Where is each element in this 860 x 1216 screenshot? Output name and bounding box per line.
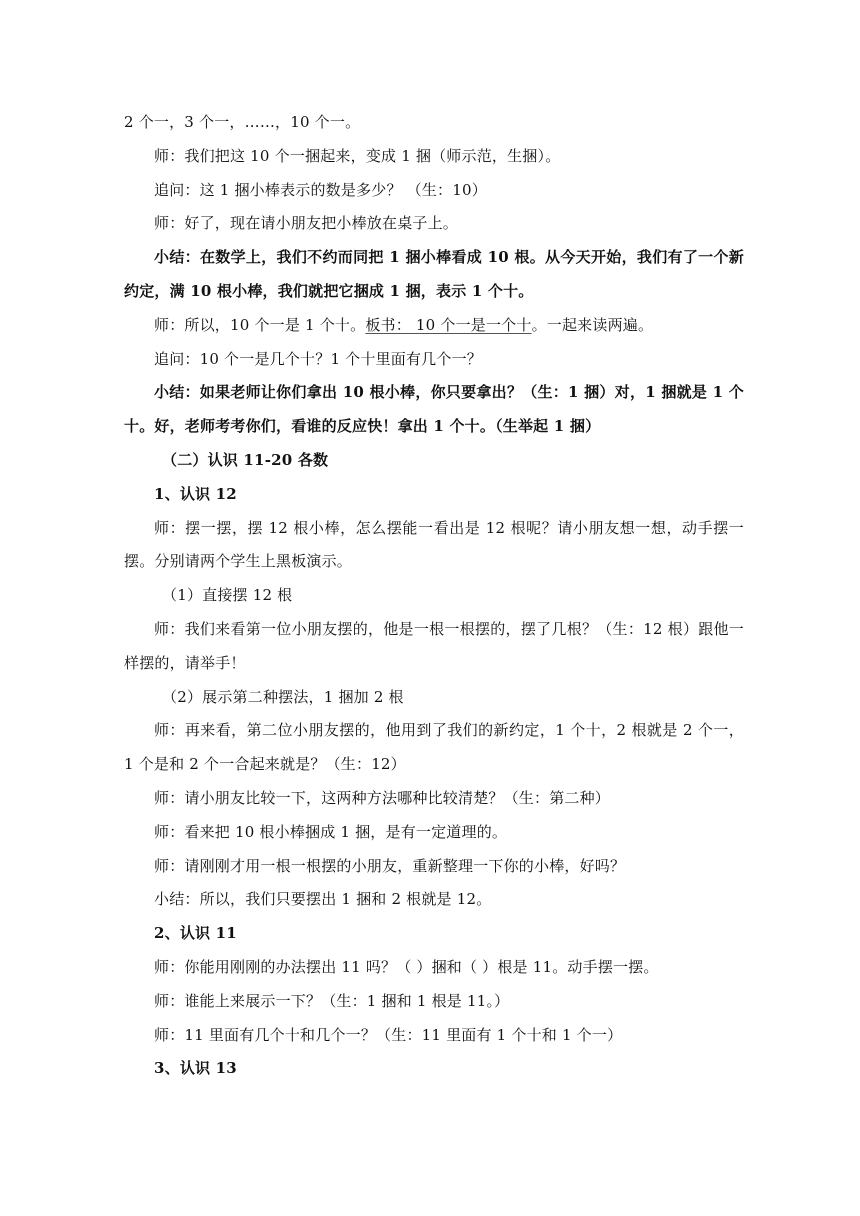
paragraph-line: 师：看来把 10 根小棒捆成 1 捆，是有一定道理的。 xyxy=(154,822,508,841)
paragraph-text: 师：所以，10 个一是 1 个十。 xyxy=(154,315,366,334)
list-item: （1）直接摆 12 根 xyxy=(162,586,293,605)
section-heading: （二）认识 11-20 各数 xyxy=(162,450,329,469)
paragraph-line: 小结：所以，我们只要摆出 1 捆和 2 根就是 12。 xyxy=(154,890,492,909)
paragraph-text: 。一起来读两遍。 xyxy=(531,315,654,334)
summary-paragraph: 小结：在数学上，我们不约而同把 1 捆小棒看成 10 根。从今天开始，我们有了一个新约定，满 10 根小棒，我们就把它捆成 1 捆，表示 1 个十。 xyxy=(124,248,744,300)
paragraph: 师：再来看，第二位小朋友摆的，他用到了我们的新约定，1 个十，2 根就是 2 个一，1 个是和 2 个一合起来就是？（生：12） xyxy=(124,721,744,774)
paragraph-line: 追问：10 个一是几个十？1 个十里面有几个一？ xyxy=(154,349,482,368)
summary-paragraph: 小结：如果老师让你们拿出 10 根小棒，你只要拿出？（生：1 捆）对，1 捆就是 1 个十。好，老师考考你们，看谁的反应快！拿出 1 个十。（生举起 1 捆） xyxy=(124,383,744,436)
list-item: （2）展示第二种摆法，1 捆加 2 根 xyxy=(162,687,404,706)
paragraph: 师：我们来看第一位小朋友摆的，他是一根一根摆的，摆了几根？（生：12 根）跟他一样摆的，请举手！ xyxy=(124,619,744,672)
paragraph: 师：摆一摆，摆 12 根小棒，怎么摆能一看出是 12 根呢？请小朋友想一想，动手摆一摆。分别请两个学生上黑板演示。 xyxy=(124,518,744,571)
subsection-heading: 3、认识 13 xyxy=(154,1059,237,1078)
paragraph-line: 师：请刚刚才用一根一根摆的小朋友，重新整理一下你的小棒，好吗？ xyxy=(154,856,626,875)
paragraph-line: 师：我们把这 10 个一捆起来，变成 1 捆（师示范，生捆）。 xyxy=(154,146,561,165)
subsection-heading: 2、认识 11 xyxy=(154,924,237,943)
paragraph-line: 师：你能用刚刚的办法摆出 11 吗？（ ）捆和（ ）根是 11。动手摆一摆。 xyxy=(154,957,659,976)
paragraph-line: 师：11 里面有几个十和几个一？（生：11 里面有 1 个十和 1 个一） xyxy=(154,1025,623,1044)
paragraph-line: 师：好了，现在请小朋友把小棒放在桌子上。 xyxy=(154,214,459,233)
paragraph-line-board-note xyxy=(124,309,744,343)
document-body xyxy=(124,106,744,1086)
subsection-heading: 1、认识 12 xyxy=(154,484,237,503)
paragraph-line: 2 个一，3 个一，……，10 个一。 xyxy=(124,113,361,131)
paragraph-line: 师：谁能上来展示一下？（生：1 捆和 1 根是 11。） xyxy=(154,991,510,1010)
paragraph-line: 师：请小朋友比较一下，这两种方法哪种比较清楚？（生：第二种） xyxy=(154,788,611,807)
board-note-underlined: 板书： 10 个一是一个十 xyxy=(365,315,532,334)
paragraph-line: 追问：这 1 捆小棒表示的数是多少？ （生：10） xyxy=(154,180,487,199)
